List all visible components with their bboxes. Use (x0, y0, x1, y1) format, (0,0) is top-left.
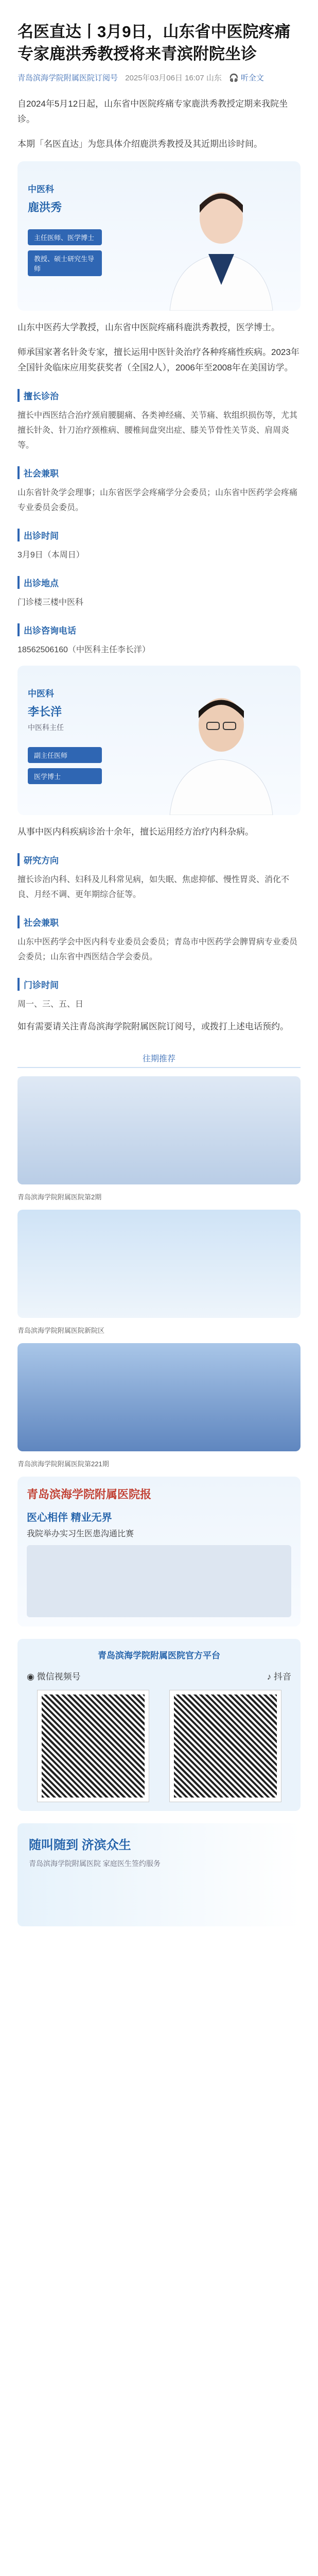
expert2-dept: 中医科 (28, 689, 54, 699)
newspaper-card[interactable] (17, 1477, 301, 1626)
article-title: 名医直达丨3月9日，山东省中医院疼痛专家鹿洪秀教授将来青滨附院坐诊 (17, 23, 291, 63)
expert2-info (28, 686, 102, 789)
place-heading: 出诊地点 (17, 576, 59, 589)
intro-text: 自2024年5月12日起，山东省中医院疼痛专家鹿洪秀教授定期来我院坐诊。 (17, 99, 288, 124)
qr-code (170, 1690, 281, 1802)
source-link[interactable]: 青岛滨海学院附属医院订阅号 (17, 74, 118, 82)
research-heading: 研究方向 (17, 853, 59, 866)
expert1-tag: 主任医师、医学博士 (28, 229, 102, 245)
phone-heading: 出诊咨询电话 (17, 623, 76, 636)
newspaper-headline: 医心相伴 精业无界 (27, 1512, 112, 1523)
gallery-image[interactable] (17, 1343, 301, 1451)
expert2-clinic-section (17, 978, 301, 1012)
wechat-label: 微信视频号 (37, 1672, 81, 1682)
expert1-place-section (17, 576, 301, 610)
schedule-heading: 出诊时间 (17, 529, 59, 541)
social-heading: 社会兼职 (17, 916, 59, 928)
headphone-icon: 🎧 (229, 74, 239, 82)
social-heading: 社会兼职 (17, 466, 59, 479)
promo-banner[interactable] (17, 1823, 301, 1926)
banner-text: 青岛滨海学院附属医院 家庭医生签约服务 (29, 1859, 161, 1868)
timestamp: 2025年03月06日 16:07 (125, 74, 204, 82)
expert1-schedule-section (17, 529, 301, 563)
expert2-social-section (17, 916, 301, 964)
expert1-tag: 教授、硕士研究生导师 (28, 250, 102, 276)
gallery-caption: 青岛滨海学院附属医院第221期 (17, 1460, 109, 1468)
expert2-title: 中医科主任 (28, 723, 64, 732)
article-meta (17, 72, 301, 83)
expert2-photo (160, 686, 283, 815)
douyin-icon: ♪ (267, 1672, 272, 1682)
expert1-phone-section (17, 623, 301, 657)
gallery-image[interactable] (17, 1210, 301, 1318)
clinic-heading: 门诊时间 (17, 978, 59, 991)
social-text: 山东省针灸学会理事；山东省医学会疼痛学分会委员；山东省中医药学会疼痛专业委员会委员。 (17, 488, 298, 512)
expert2-tag: 医学博士 (28, 768, 102, 784)
expert1-specialty-section (17, 389, 301, 453)
expert1-tags (28, 229, 102, 276)
expert2-profile: 从事中医内科疾病诊治十余年，擅长运用经方治疗内科杂病。 (17, 827, 254, 837)
listen-button[interactable] (229, 74, 264, 82)
footer-org: 青岛滨海学院附属医院官方平台 (98, 1651, 220, 1660)
qr-code (38, 1690, 149, 1802)
expert1-card (17, 161, 301, 311)
notice-text: 如有需要请关注青岛滨海学院附属医院订阅号，或拨打上述电话预约。 (17, 1022, 289, 1031)
expert1-social-section (17, 466, 301, 515)
column-intro: 本期「名医直达」为您具体介绍鹿洪秀教授及其近期出诊时间。 (17, 139, 262, 149)
expert1-name: 鹿洪秀 (28, 201, 62, 214)
gallery-title: 往期推荐 (17, 1052, 301, 1068)
research-text: 擅长诊治内科、妇科及儿科常见病，如失眠、焦虑抑郁、慢性胃炎、消化不良、月经不调、更年期综合征等。 (17, 875, 290, 899)
expert1-achievements: 师承国家著名针灸专家，擅长运用中医针灸治疗各种疼痛性疾病。2023年全国针灸临床应用奖获奖者（全国2人），2006年至2008年在美国访学。 (17, 347, 299, 372)
expert2-tag: 副主任医师 (28, 747, 102, 763)
wechat-link[interactable] (27, 1669, 81, 1682)
douyin-link[interactable] (267, 1669, 291, 1682)
clinic-text: 周一、三、五、日 (17, 1000, 84, 1009)
social-text: 山东中医药学会中医内科专业委员会委员；青岛市中医药学会脾胃病专业委员会委员；山东省中西医结合学会委员。 (17, 938, 298, 961)
expert1-dept: 中医科 (28, 184, 54, 194)
expert1-photo (160, 182, 283, 311)
expert2-research-section (17, 853, 301, 902)
expert2-name: 李长洋 (28, 705, 62, 718)
expert2-card (17, 666, 301, 815)
specialty-text: 擅长中西医结合治疗颈肩腰腿痛、各类神经痛、关节痛、软组织损伤等，尤其擅长针灸、针刀治疗颈椎病、腰椎间盘突出症、膝关节骨性关节炎、肩周炎等。 (17, 411, 298, 450)
gallery-caption: 青岛滨海学院附属医院新院区 (17, 1327, 105, 1334)
newspaper-masthead: 青岛滨海学院附属医院报 (27, 1488, 152, 1501)
listen-label: 听全文 (240, 74, 264, 82)
expert2-tags (28, 747, 102, 784)
douyin-label: 抖音 (274, 1672, 291, 1682)
gallery-caption: 青岛滨海学院附属医院第2期 (17, 1193, 102, 1201)
specialty-heading: 擅长诊治 (17, 389, 59, 402)
qr-row (27, 1690, 291, 1802)
place-text: 门诊楼三楼中医科 (17, 598, 84, 607)
banner-heading: 随叫随到 济滨众生 (29, 1838, 131, 1852)
expert1-profile: 山东中医药大学教授，山东省中医院疼痛科鹿洪秀教授，医学博士。 (17, 323, 280, 332)
expert1-info (28, 182, 102, 281)
location: 山东 (206, 74, 222, 82)
newspaper-subheadline: 我院举办实习生医患沟通比赛 (27, 1530, 134, 1538)
newspaper-photo (27, 1545, 291, 1617)
footer-bar (17, 1639, 301, 1811)
gallery-image[interactable] (17, 1076, 301, 1184)
schedule-text: 3月9日（本周日） (17, 551, 84, 560)
wechat-icon: ◉ (27, 1672, 34, 1682)
phone-text[interactable]: 18562506160（中医科主任李长洋） (17, 646, 150, 654)
social-row (27, 1669, 291, 1682)
